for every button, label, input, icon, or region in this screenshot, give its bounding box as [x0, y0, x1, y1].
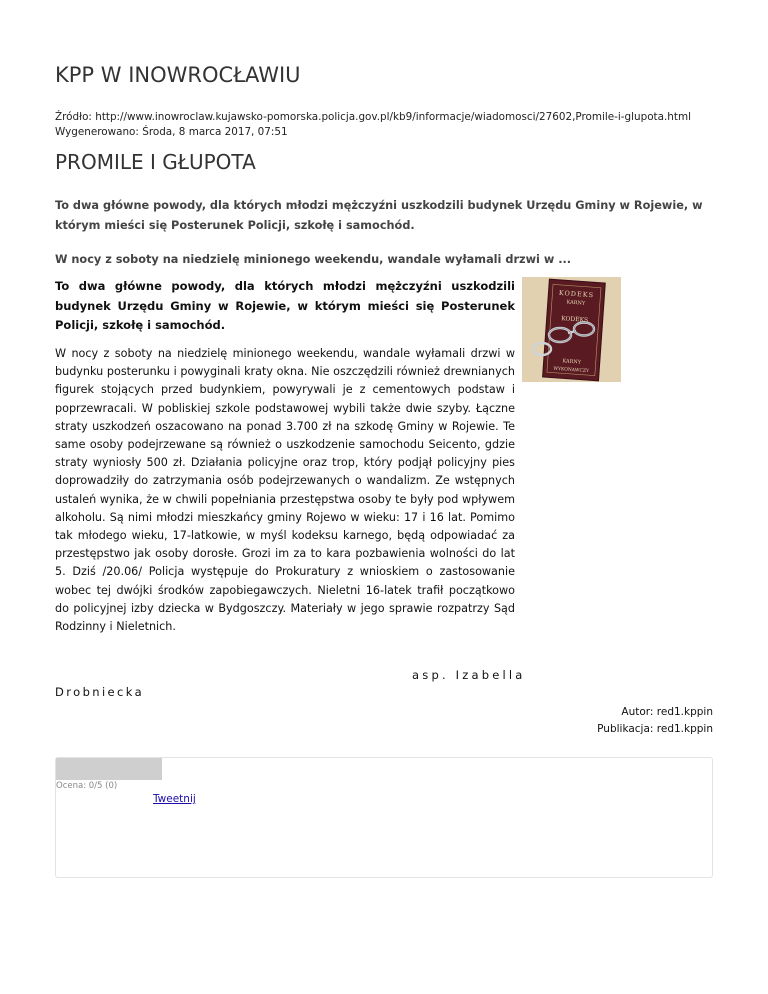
book-title-4: KARNY: [562, 358, 582, 366]
generated-line: Wygenerowano: Środa, 8 marca 2017, 07:51: [55, 126, 288, 138]
author-line: Autor: red1.kppin: [621, 706, 713, 718]
rating-text: Ocena: 0/5 (0): [56, 781, 118, 791]
document-meta: [55, 110, 691, 140]
social-box: [55, 757, 713, 878]
article-lead: To dwa główne powody, dla których młodzi mężczyźni uszkodzili budynek Urzędu Gminy w Rojewie, w którym mieści się Posterunek Policji, szkołę i samochód.: [55, 199, 703, 232]
site-title: KPP W INOWROCŁAWIU: [55, 63, 301, 87]
article-body: W nocy z soboty na niedzielę minionego weekendu, wandale wyłamali drzwi w budynku posterunku i powyginali kraty okna. Nie oszczędzili również drewnianych figurek stojących przed budynkiem, powyrywali je z cementowych podstaw i poprzewracali. W pobliskiej szkole podstawowej wybili także dwie szyby. Łączne straty uszkodzeń oszacowano na ponad 3.700 zł na szkodę Gminy w Rojewie. Te same osoby podejrzewane są również o uszkodzenie samochodu Seicento, gdzie straty wyniosły 500 zł. Działania policyjne oraz trop, który podjął policyjny pies doprowadziły do zatrzymania osób podejrzewanych o wandalizm. Ze wstępnych ustaleń wynika, że w chwili popełniania przestępstwa osoby te były pod wpływem alkoholu. Są nimi młodzi mieszkańcy gminy Rojewo w wieku: 17 i 16 lat. Pomimo tak młodego wieku, 17-latkowie, w myśl kodeksu karnego, będą odpowiadać za przestępstwo jak osoby dorosłe. Grozi im za to kara pozbawienia wolności do lat 5. Dziś /20.06/ Policja występuje do Prokuratury z wnioskiem o zastosowanie wobec tej dwójki środków zapobiegawczych. Nieletni 16-latek trafił początkowo do policyjnej izby dziecka w Bydgoszczy. Materiały w jego sprawie rozpatrzy Sąd Rodzinny i Nieletnich.: [55, 347, 515, 634]
article-title: PROMILE I GŁUPOTA: [55, 150, 256, 174]
signature-line-2: Drobniecka: [55, 685, 145, 699]
author-info: [597, 704, 713, 738]
book-title-2: KARNY: [566, 299, 586, 307]
tweet-link[interactable]: Tweetnij: [153, 793, 196, 805]
article-photo: [522, 277, 621, 382]
book-title-3: KODEKS: [560, 315, 589, 324]
source-line: Źródło: http://www.inowroclaw.kujawsko-pomorska.policja.gov.pl/kb9/informacje/wiadomosci/27602,Promile-i-glupota.html: [55, 111, 691, 123]
article-teaser: W nocy z soboty na niedzielę minionego weekendu, wandale wyłamali drzwi w ...: [55, 253, 572, 266]
rating-bar[interactable]: [56, 758, 162, 780]
signature-line-1: asp. Izabella: [412, 668, 526, 682]
book-title-1: KODEKS: [558, 288, 595, 300]
publication-line: Publikacja: red1.kppin: [597, 723, 713, 735]
article-lead-repeat: To dwa główne powody, dla których młodzi mężczyźni uszkodzili budynek Urzędu Gminy w Rojewie, w którym mieści się Posterunek Policji, szkołę i samochód.: [55, 279, 515, 332]
book-title-5: WYKONAWCZY: [553, 366, 590, 375]
